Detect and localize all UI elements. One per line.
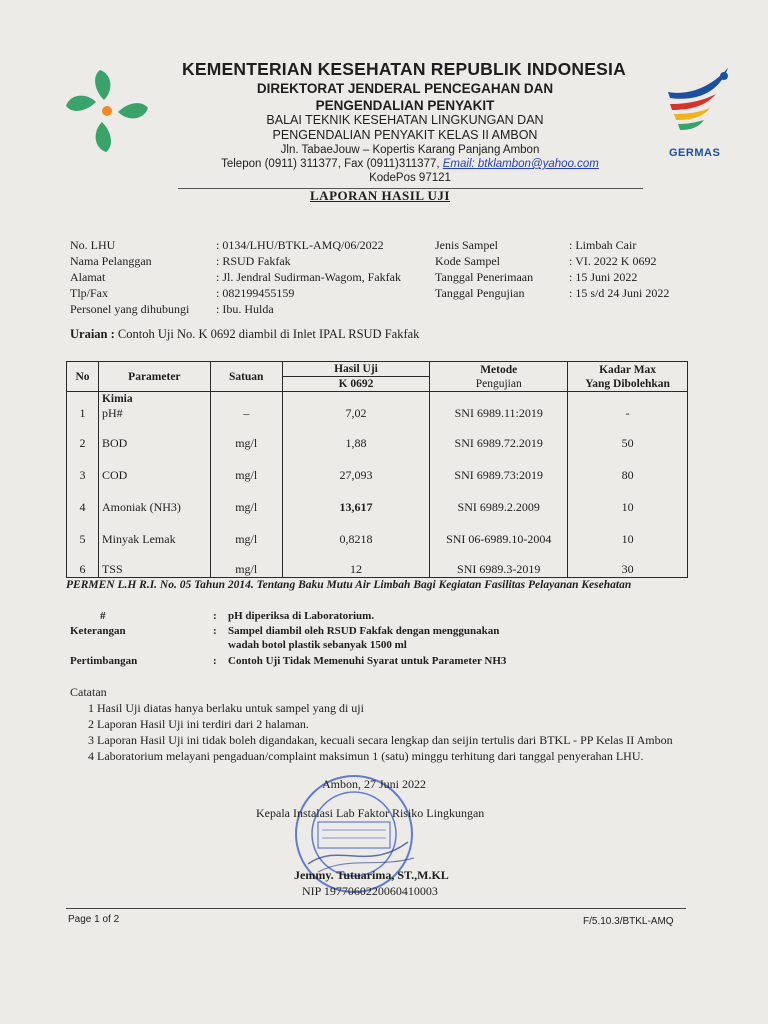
sign-nip: NIP 1977060220060410003 (302, 884, 438, 898)
list-item: 2 Laporan Hasil Uji ini terdiri dari 2 halaman. (88, 717, 309, 731)
sign-place-date: Ambon, 27 Juni 2022 (322, 777, 427, 791)
ministry-title: KEMENTERIAN KESEHATAN REPUBLIK INDONESIA (182, 59, 626, 79)
form-code: F/5.10.3/BTKL-AMQ (583, 916, 674, 927)
notes-block (70, 684, 673, 764)
germas-label: GERMAS (669, 147, 721, 159)
office-title: BALAI TEKNIK KESEHATAN LINGKUNGAN DAN PENGENDALIAN PENYAKIT KELAS II AMBON (266, 113, 544, 142)
info-row: Nama Pelanggan : RSUD Fakfak (70, 254, 291, 268)
list-item: 4 Laboratorium melayani pengaduan/complaint maksimun 1 (satu) minggu terhitung dari tanggal penyerahan LHU. (88, 749, 644, 763)
uraian-line: Uraian : Contoh Uji No. K 0692 diambil di Inlet IPAL RSUD Fakfak (70, 327, 420, 341)
pertimbangan-label: Pertimbangan (70, 655, 138, 667)
info-row: No. LHU : 0134/LHU/BTKL-AMQ/06/2022 (70, 238, 384, 252)
info-row: Tlp/Fax : 082199455159 (70, 286, 295, 300)
group-label: Kimia (98, 392, 210, 406)
keterangan-text: Sampel diambil oleh RSUD Fakfak dengan menggunakan wadah botol plastik sebanyak 1500 ml (228, 625, 500, 651)
results-table (66, 361, 688, 578)
header-metode: Metode Pengujian (430, 362, 568, 392)
table-row: 1 pH# – 7,02 SNI 6989.11:2019 - (67, 406, 688, 428)
directorate-title: DIREKTORAT JENDERAL PENCEGAHAN DAN PENGENDALIAN PENYAKIT (256, 81, 554, 113)
pertimbangan-text: Contoh Uji Tidak Memenuhi Syarat untuk Parameter NH3 (228, 655, 507, 667)
postcode: KodePos 97121 (369, 172, 451, 184)
header-parameter: Parameter (98, 362, 210, 392)
info-row: Alamat : Jl. Jendral Sudirman-Wagom, Fakfak (70, 270, 401, 284)
table-row: 2 BOD mg/l 1,88 SNI 6989.72.2019 50 (67, 428, 688, 460)
hash-note: pH diperiksa di Laboratorium. (228, 610, 375, 622)
header-hasil-uji: Hasil Uji K 0692 (282, 362, 430, 392)
address: Jln. TabaeJouw – Kopertis Karang Panjang Ambon (280, 144, 540, 156)
header-satuan: Satuan (210, 362, 282, 392)
list-item: 1 Hasil Uji diatas hanya berlaku untuk sampel yang di uji (88, 701, 364, 715)
phone-line: Telepon (0911) 311377, Fax (0911)311377, Email: btklambon@yahoo.com (221, 158, 599, 170)
hash-label: # (100, 610, 106, 622)
info-row: Personel yang dihubungi : Ibu. Hulda (70, 302, 274, 316)
table-row: 6 TSS mg/l 12 SNI 6989.3-2019 30 (67, 556, 688, 578)
germas-logo (660, 64, 736, 144)
sign-position: Kepala Instalasi Lab Faktor Risiko Lingkungan (256, 806, 485, 820)
info-row: Kode Sampel : VI. 2022 K 0692 (435, 254, 657, 268)
info-left (70, 237, 401, 317)
table-row: 5 Minyak Lemak mg/l 0,8218 SNI 06-6989.10-2004 10 (67, 524, 688, 556)
kemenkes-logo (64, 68, 150, 154)
keterangan-label: Keterangan (70, 625, 126, 637)
header-kadar: Kadar Max Yang Dibolehkan (568, 362, 688, 392)
info-row: Tanggal Penerimaan : 15 Juni 2022 (435, 270, 638, 284)
document-title: LAPORAN HASIL UJI (310, 188, 450, 203)
table-row: 3 COD mg/l 27,093 SNI 6989.73:2019 80 (67, 460, 688, 492)
info-row: Jenis Sampel : Limbah Cair (435, 238, 637, 252)
footer-divider (66, 908, 686, 909)
header-no: No (67, 362, 99, 392)
page-number: Page 1 of 2 (68, 914, 120, 925)
regulation-note: PERMEN L.H R.I. No. 05 Tahun 2014. Tentang Baku Mutu Air Limbah Bagi Kegiatan Fasilitas Pelayanan Kesehatan (66, 579, 632, 591)
list-item: 3 Laporan Hasil Uji ini tidak boleh digandakan, kecuali secara lengkap dan seijin tertulis dari BTKL - PP Kelas II Ambon (88, 733, 673, 747)
info-right (435, 237, 669, 301)
email-link[interactable]: Email: btklambon@yahoo.com (442, 158, 599, 170)
info-row: Tanggal Pengujian : 15 s/d 24 Juni 2022 (435, 286, 670, 300)
sign-name: Jemmy. Tutuarima, ST.,M.KL (294, 868, 449, 882)
notes-title: Catatan (70, 685, 107, 699)
contact-block (200, 143, 620, 185)
table-row: 4 Amoniak (NH3) mg/l 13,617 SNI 6989.2.2009 10 (67, 492, 688, 524)
